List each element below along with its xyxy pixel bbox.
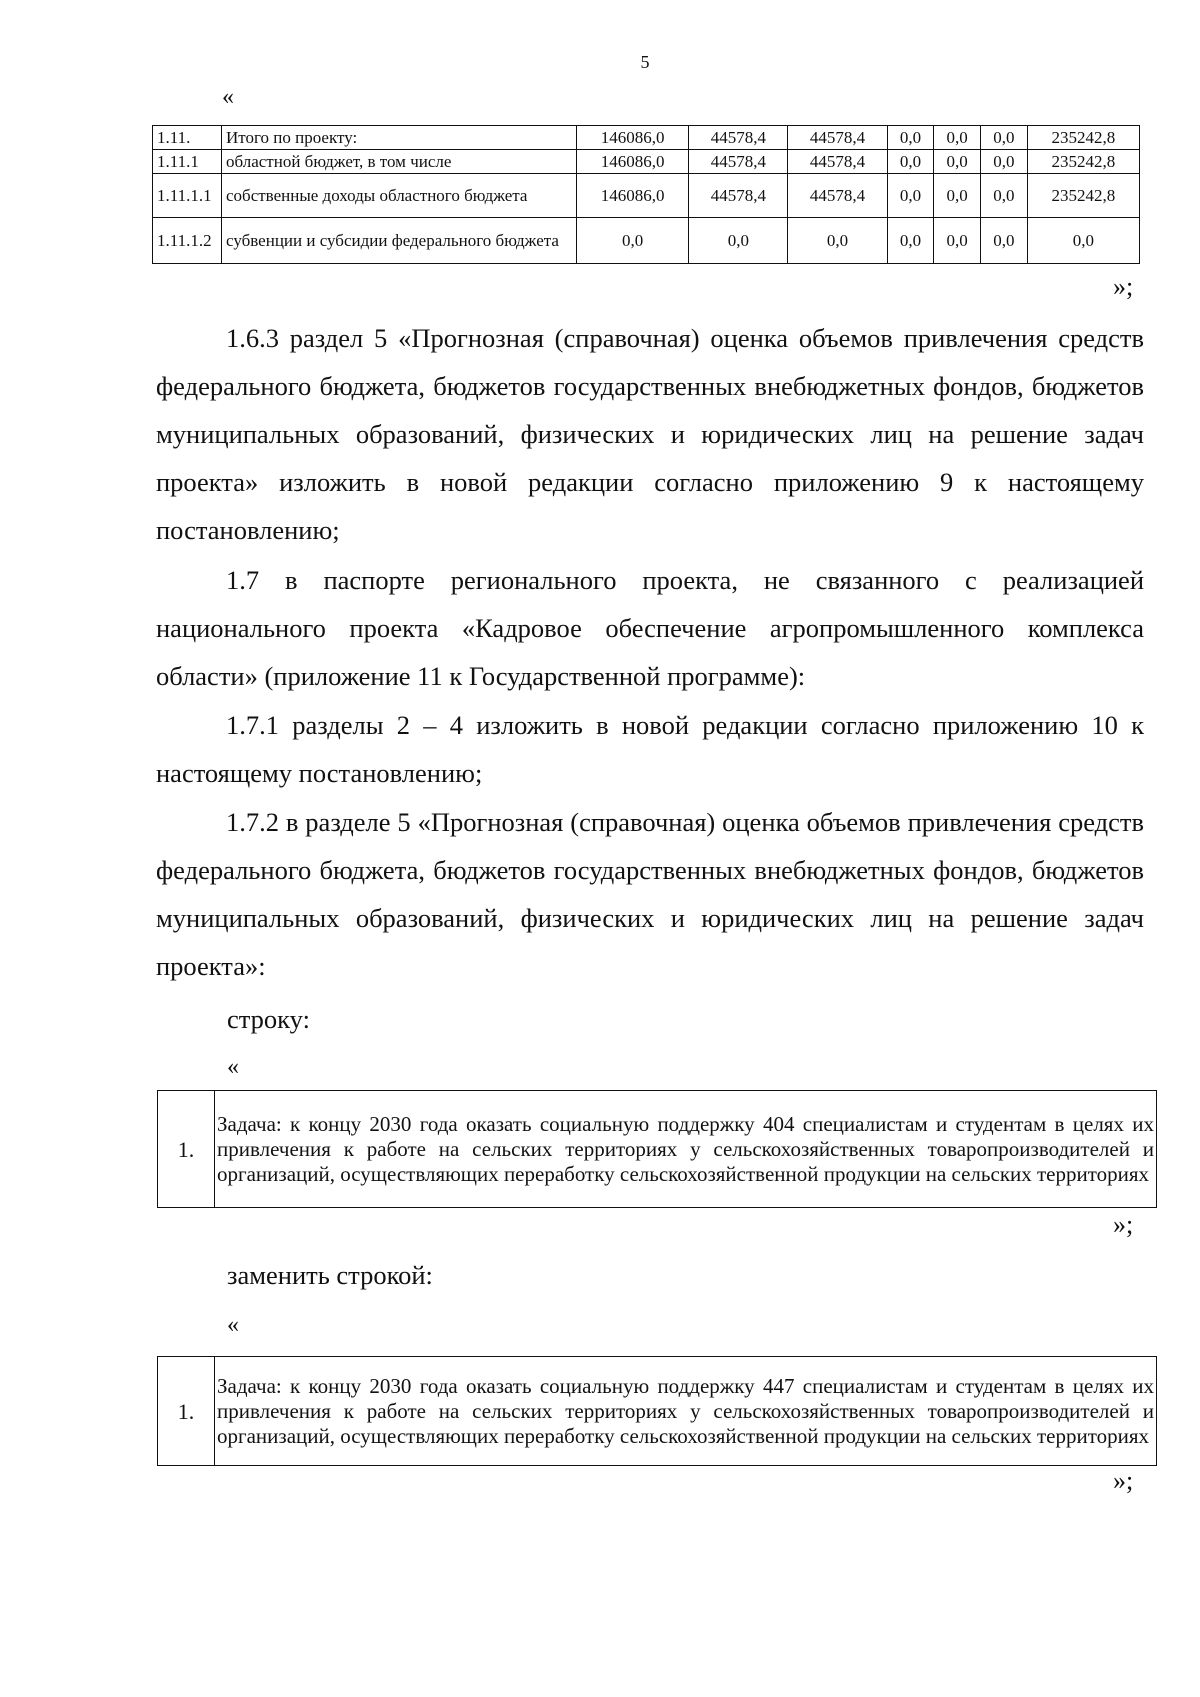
table-row — [158, 1357, 1157, 1466]
value-cell: 0,0 — [934, 150, 981, 174]
paragraph-1-7: 1.7 в паспорте регионального проекта, не связанного с реализацией национального проекта «Кадровое обеспечение агропромышленного комплекса области» (приложение 11 к Государственной программе): — [156, 565, 1144, 691]
open-quote: « — [222, 84, 234, 110]
value-cell: 0,0 — [689, 218, 788, 264]
open-quote: « — [227, 1054, 239, 1080]
value-cell: 44578,4 — [689, 150, 788, 174]
value-cell: 0,0 — [887, 150, 934, 174]
paragraph-1-6-3: 1.6.3 раздел 5 «Прогнозная (справочная) оценка объемов привлечения средств федерального бюджета, бюджетов государственных внебюджетных фондов, бюджетов муниципальных образований, физических и юридических лиц на решение задач проекта» изложить в новой редакции согласно приложению 9 к настоящему постановлению; — [156, 323, 1144, 545]
row-code: 1.11. — [153, 126, 222, 150]
value-cell: 44578,4 — [788, 150, 887, 174]
value-cell: 0,0 — [1027, 218, 1139, 264]
task-text: Задача: к концу 2030 года оказать социальную поддержку 447 специалистам и студентам в целях их привлечения к работе на сельских территориях у сельскохозяйственных товаропроизводителей и организаций, осуществляющих переработку сельскохозяйственной продукции на сельских территориях — [215, 1357, 1157, 1466]
table-row — [153, 218, 1140, 264]
table-row — [153, 126, 1140, 150]
replace-label: заменить строкой: — [227, 1260, 433, 1290]
page-number: 5 — [640, 52, 650, 72]
value-cell: 0,0 — [577, 218, 689, 264]
task-text: Задача: к концу 2030 года оказать социальную поддержку 404 специалистам и студентам в целях их привлечения к работе на сельских территориях у сельскохозяйственных товаропроизводителей и организаций, осуществляющих переработку сельскохозяйственной продукции на сельских территориях — [215, 1091, 1157, 1208]
close-quote: »; — [1113, 1210, 1134, 1239]
value-cell: 44578,4 — [788, 174, 887, 218]
value-cell: 0,0 — [887, 174, 934, 218]
value-cell: 0,0 — [934, 218, 981, 264]
value-cell: 146086,0 — [577, 174, 689, 218]
value-cell: 0,0 — [980, 150, 1027, 174]
value-cell: 235242,8 — [1027, 174, 1139, 218]
value-cell: 0,0 — [887, 126, 934, 150]
value-cell: 235242,8 — [1027, 126, 1139, 150]
value-cell: 0,0 — [934, 174, 981, 218]
row-label: строку: — [227, 1004, 310, 1034]
value-cell: 0,0 — [980, 126, 1027, 150]
value-cell: 146086,0 — [577, 126, 689, 150]
value-cell: 146086,0 — [577, 150, 689, 174]
close-quote: »; — [1113, 1466, 1134, 1495]
row-code: 1.11.1 — [153, 150, 222, 174]
value-cell: 0,0 — [887, 218, 934, 264]
value-cell: 44578,4 — [788, 126, 887, 150]
new-task-table — [157, 1356, 1157, 1466]
row-code: 1.11.1.1 — [153, 174, 222, 218]
value-cell: 44578,4 — [689, 126, 788, 150]
task-number: 1. — [158, 1091, 215, 1208]
value-cell: 0,0 — [934, 126, 981, 150]
value-cell: 235242,8 — [1027, 150, 1139, 174]
task-number: 1. — [158, 1357, 215, 1466]
paragraph-1-7-1: 1.7.1 разделы 2 – 4 изложить в новой редакции согласно приложению 10 к настоящему постановлению; — [156, 710, 1144, 788]
close-quote: »; — [1113, 272, 1134, 301]
row-name: субвенции и субсидии федерального бюджета — [222, 218, 577, 264]
row-name: собственные доходы областного бюджета — [222, 174, 577, 218]
value-cell: 0,0 — [980, 218, 1027, 264]
open-quote: « — [227, 1312, 239, 1338]
finance-table — [152, 125, 1140, 264]
table-row — [153, 174, 1140, 218]
value-cell: 0,0 — [980, 174, 1027, 218]
row-name: Итого по проекту: — [222, 126, 577, 150]
row-code: 1.11.1.2 — [153, 218, 222, 264]
table-row — [153, 150, 1140, 174]
old-task-table — [157, 1090, 1157, 1208]
paragraph-1-7-2: 1.7.2 в разделе 5 «Прогнозная (справочная) оценка объемов привлечения средств федерального бюджета, бюджетов государственных внебюджетных фондов, бюджетов муниципальных образований, физических и юридических лиц на решение задач проекта»: — [156, 807, 1144, 981]
row-name: областной бюджет, в том числе — [222, 150, 577, 174]
table-row — [158, 1091, 1157, 1208]
value-cell: 0,0 — [788, 218, 887, 264]
value-cell: 44578,4 — [689, 174, 788, 218]
